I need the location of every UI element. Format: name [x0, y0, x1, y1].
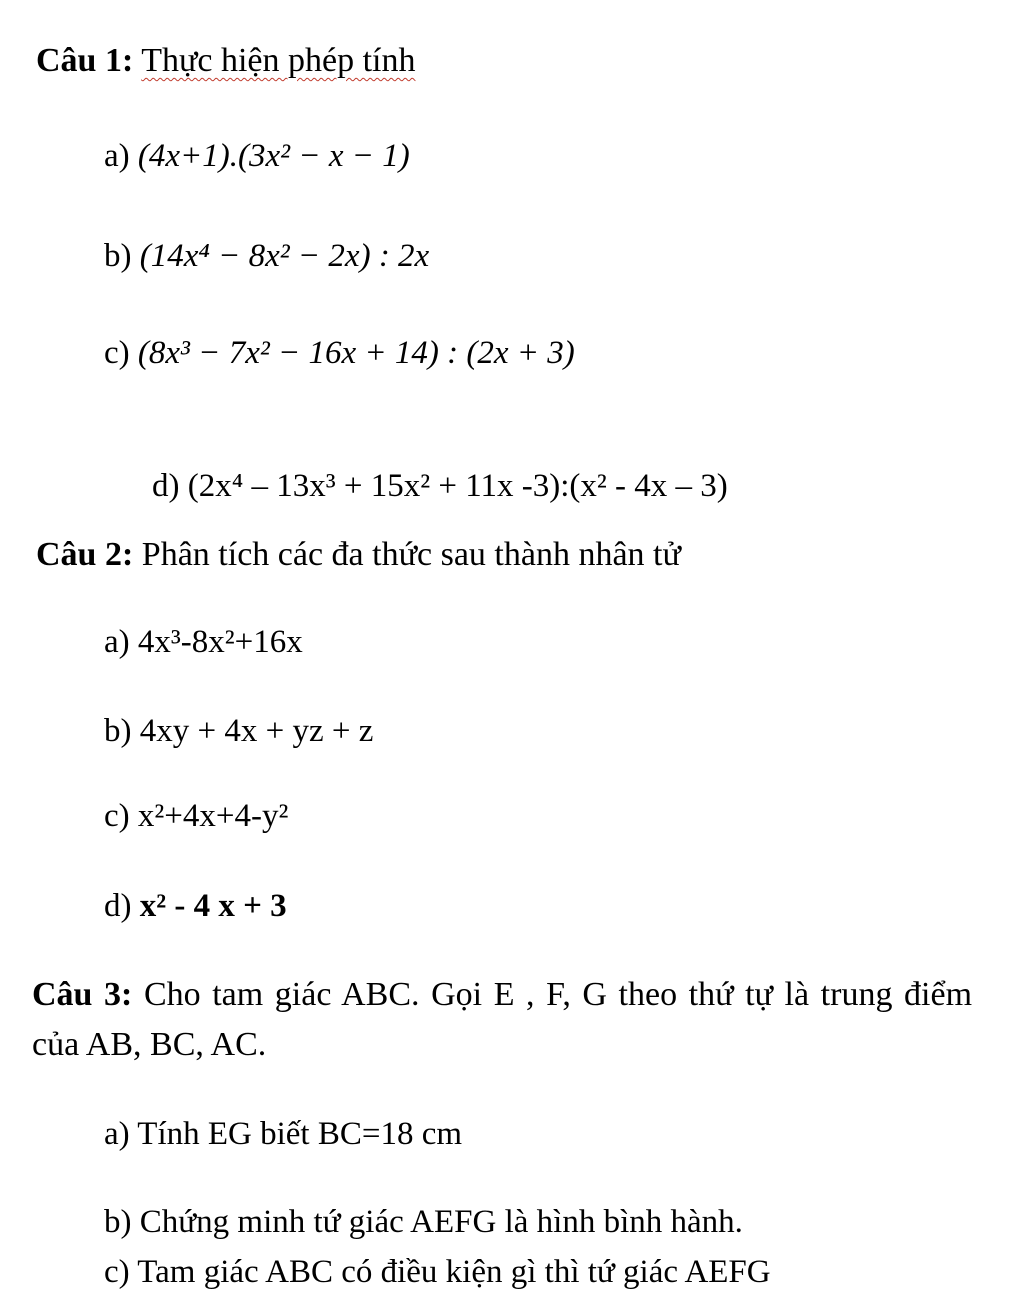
q2-item-c	[104, 800, 288, 833]
q3-item-b	[104, 1206, 743, 1239]
q3-a-label: a)	[104, 1116, 130, 1152]
q1-item-a	[104, 140, 410, 173]
q1-title: Thực hiện phép tính	[141, 42, 416, 79]
q2-c-expression: x²+4x+4-y²	[137, 798, 289, 834]
q3-a-text: Tính EG biết BC=18 cm	[137, 1116, 463, 1152]
q1-c-expression: (8x³ − 7x² − 16x + 14) : (2x + 3)	[137, 335, 575, 371]
q1-d-expression: (2x⁴ – 13x³ + 15x² + 11x -3):(x² - 4x – 3)	[187, 468, 728, 504]
q1-a-label: a)	[104, 138, 130, 174]
q1-a-expression: (4x+1).(3x² − x − 1)	[137, 138, 410, 174]
q2-label: Câu 2:	[36, 536, 134, 573]
q1-item-b	[104, 240, 429, 273]
q1-b-expression: (14x⁴ − 8x² − 2x) : 2x	[139, 238, 430, 274]
q1-heading	[36, 44, 416, 78]
q2-item-b	[104, 715, 373, 748]
q3-item-a	[104, 1118, 462, 1151]
q2-b-label: b)	[104, 713, 132, 749]
q3-item-c	[104, 1256, 771, 1289]
q2-d-expression: x² - 4 x + 3	[139, 888, 287, 924]
q1-item-c	[104, 337, 575, 370]
q2-b-expression: 4xy + 4x + yz + z	[139, 713, 374, 749]
q2-title: Phân tích các đa thức sau thành nhân tử	[141, 536, 681, 573]
q2-a-expression: 4x³-8x²+16x	[137, 624, 303, 660]
q3-intro-text: Cho tam giác ABC. Gọi E , F, G theo thứ tự là trung điểm của AB, BC, AC.	[32, 976, 973, 1063]
q2-item-a	[104, 626, 303, 659]
q3-c-label: c)	[104, 1254, 130, 1290]
q3-intro	[32, 970, 972, 1070]
q3-label: Câu 3:	[32, 976, 133, 1013]
q3-b-label: b)	[104, 1204, 132, 1240]
q2-c-label: c)	[104, 798, 130, 834]
q1-label: Câu 1:	[36, 42, 134, 79]
q2-item-d	[104, 890, 287, 923]
q1-d-label: d)	[152, 468, 180, 504]
q2-heading	[36, 538, 681, 572]
q3-b-text: Chứng minh tứ giác AEFG là hình bình hành.	[139, 1204, 743, 1240]
q1-item-d	[152, 470, 728, 503]
q2-d-label: d)	[104, 888, 132, 924]
q1-c-label: c)	[104, 335, 130, 371]
q1-b-label: b)	[104, 238, 132, 274]
q2-a-label: a)	[104, 624, 130, 660]
q3-c-text: Tam giác ABC có điều kiện gì thì tứ giác AEFG	[137, 1254, 771, 1290]
